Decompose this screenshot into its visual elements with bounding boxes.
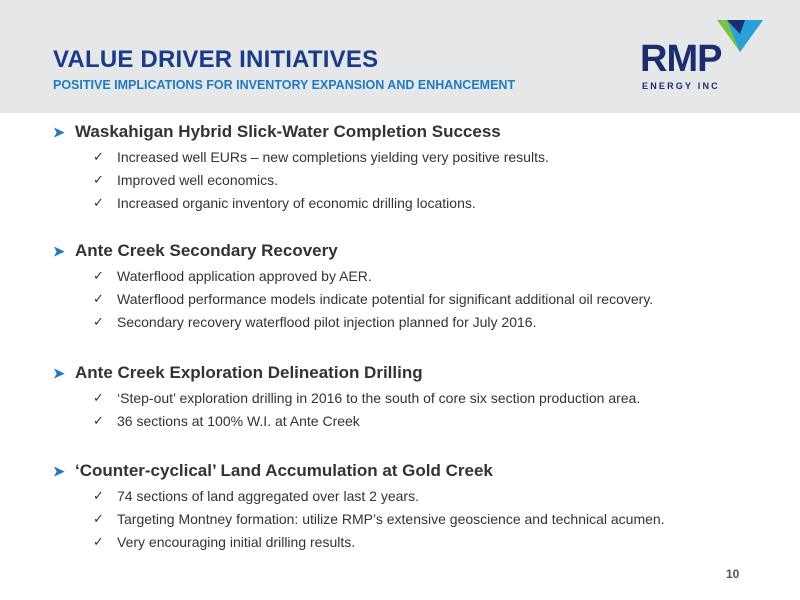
check-icon: ✓	[93, 194, 104, 210]
company-logo	[634, 18, 764, 98]
list-item-text: ‘Step-out’ exploration drilling in 2016 to the south of core six section production area.	[117, 389, 641, 406]
bullet-list	[53, 264, 773, 333]
list-item	[53, 191, 773, 214]
check-icon: ✓	[93, 267, 104, 283]
check-icon: ✓	[93, 290, 104, 306]
list-item-text: Very encouraging initial drilling results.	[117, 533, 356, 550]
section-heading-text: Waskahigan Hybrid Slick-Water Completion Success	[75, 122, 501, 141]
section-heading-text: ‘Counter-cyclical’ Land Accumulation at Gold Creek	[75, 461, 493, 480]
list-item-text: Secondary recovery waterflood pilot injection planned for July 2016.	[117, 313, 537, 330]
list-item-text: Improved well economics.	[117, 171, 279, 188]
section-heading	[53, 119, 773, 145]
list-item-text: 74 sections of land aggregated over last 2 years.	[117, 487, 419, 504]
list-item	[53, 287, 773, 310]
list-item-text: Targeting Montney formation: utilize RMP’s extensive geoscience and technical acumen.	[117, 510, 665, 527]
section-heading-text: Ante Creek Secondary Recovery	[75, 241, 338, 260]
list-item	[53, 386, 773, 409]
section-ante-creek-recovery	[53, 238, 773, 333]
list-item	[53, 264, 773, 287]
list-item	[53, 484, 773, 507]
bullet-list	[53, 484, 773, 553]
arrow-icon: ➤	[53, 123, 65, 140]
section-heading-text: Ante Creek Exploration Delineation Drilling	[75, 363, 423, 382]
page-number: 10	[726, 567, 740, 581]
list-item-text: 36 sections at 100% W.I. at Ante Creek	[117, 412, 360, 429]
arrow-icon: ➤	[53, 364, 65, 381]
list-item	[53, 507, 773, 530]
slide-title: VALUE DRIVER INITIATIVES	[53, 46, 379, 73]
check-icon: ✓	[93, 389, 104, 405]
slide-header	[0, 0, 800, 113]
arrow-icon: ➤	[53, 242, 65, 259]
bullet-list	[53, 145, 773, 214]
list-item	[53, 310, 773, 333]
list-item	[53, 530, 773, 553]
section-heading	[53, 360, 773, 386]
check-icon: ✓	[93, 313, 104, 329]
check-icon: ✓	[93, 412, 104, 428]
check-icon: ✓	[93, 510, 104, 526]
check-icon: ✓	[93, 533, 104, 549]
logo-wordmark: RMP	[640, 38, 722, 80]
section-heading	[53, 238, 773, 264]
list-item-text: Waterflood performance models indicate potential for significant additional oil recovery.	[117, 290, 654, 307]
slide-subtitle: POSITIVE IMPLICATIONS FOR INVENTORY EXPANSION AND ENHANCEMENT	[53, 78, 516, 92]
check-icon: ✓	[93, 487, 104, 503]
logo-chevron-icon	[717, 20, 765, 54]
list-item-text: Increased organic inventory of economic drilling locations.	[117, 194, 476, 211]
list-item	[53, 145, 773, 168]
check-icon: ✓	[93, 148, 104, 164]
arrow-icon: ➤	[53, 462, 65, 479]
section-waskahigan	[53, 119, 773, 214]
section-heading	[53, 458, 773, 484]
check-icon: ✓	[93, 171, 104, 187]
list-item-text: Waterflood application approved by AER.	[117, 267, 372, 284]
logo-tagline: ENERGY INC	[642, 81, 720, 91]
bullet-list	[53, 386, 773, 432]
list-item-text: Increased well EURs – new completions yielding very positive results.	[117, 148, 549, 165]
section-gold-creek	[53, 458, 773, 553]
section-ante-creek-exploration	[53, 360, 773, 432]
list-item	[53, 168, 773, 191]
list-item	[53, 409, 773, 432]
